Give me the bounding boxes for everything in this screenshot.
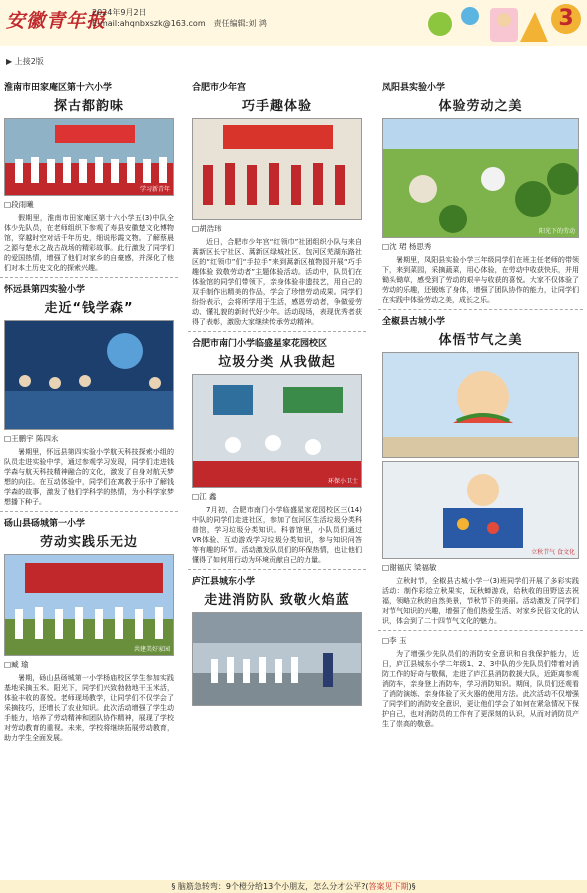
article-body: 为了增强少先队员们的消防安全意识和自我保护能力，近日，庐江县城东小学二年级1、2、3中队的少先队员们带着对消防工作的好奇与敬佩，走进了庐江县消防救援大队，近距离参观消防车，亲身登上消防车，学习消防知识。期间，队员们还观看了消防演练、亲身体验了灭火器的使用方法。此次活动不仅增强了同学们的消防安全意识，更让他们学会了如何在紧急情况下保护自己，也对消防员的工作有了更深刻的认识，从而对消防员产生了崇高的敬意。	[382, 650, 579, 728]
article-photo	[192, 374, 362, 488]
article-photo	[192, 118, 362, 220]
continued-note: ▶ 上接2版	[6, 57, 44, 66]
divider	[188, 331, 366, 332]
article-school: 全椒县古城小学	[382, 317, 446, 327]
continued-note-text: 上接2版	[14, 57, 44, 66]
header-illustration	[420, 2, 550, 46]
photo-caption: 立秋节气 食文化	[531, 549, 575, 556]
issue-date: 2024年9月2日	[92, 8, 147, 17]
article-author: □江 鑫	[192, 492, 217, 501]
article-body: 暑期，砀山县砀城第一小学杨庙校区学生参加实践基地采摘玉米。阳光下，同学们兴致勃勃地干玉米活，体验丰收的喜悦。老师现场教学，让同学们不仅学会了采摘技巧，还增长了农业知识。此次活动增强了学生动手能力，培养了劳动精神和团队协作精神，展现了学校对劳动教育的重视。未来，学校将继续拓展劳动教育，助力学生全面发展。	[4, 674, 174, 742]
left-column	[0, 80, 178, 743]
photo-caption: 共建美好家园	[133, 646, 170, 653]
article-photo	[4, 554, 174, 656]
article-school: 淮南市田家庵区第十六小学	[4, 83, 113, 93]
article-author: □沈 珺 杨思秀	[382, 242, 432, 251]
article-body: 7月初，合肥市南门小学临盛星家花园校区三(14)中队的同学们走进社区，参加了包河区生活垃圾分类科普馆，学习垃圾分类知识。科普馆里，小队员们通过VR体验、互动游戏学习垃圾分类知识，参与知识问答等有趣的环节。活动激发队员们的环保热情，也让他们懂得了如何用行动为环境贡献自己的力量。	[192, 506, 362, 564]
article-title: 走进消防队 致敬火焰蓝	[204, 593, 350, 608]
article-author: □谢福庆 梁福敏	[382, 563, 437, 572]
article-school: 砀山县砀城第一小学	[4, 519, 86, 529]
divider	[188, 569, 366, 570]
article-body: 暑期里，凤阳县实验小学三年级同学们在班主任老师的带领下，来到菜园，采摘蔬菜，用心体验，在劳动中收获快乐，并用锄头锄草，感受到了劳动的艰辛与收获的喜悦。大家不仅体验了劳动的乐趣，还锻炼了身体，增强了团队协作的能力，让同学们在实践中体验劳动之美，成长之乐。	[382, 256, 579, 304]
article-author: □王鹏宇 陈四永	[4, 434, 59, 443]
contact-email: E-mail:ahqnbxszk@163.com	[92, 19, 206, 28]
footer-answer: 答案见下期	[368, 882, 409, 891]
article-body: 假期里，淮南市田家庵区第十六小学五(3)中队全体少先队员，在老师组织下参观了寿县安徽楚文化博物馆，穿越时空对话千年历史，细说彤霞文物。了解蔡晨之源与楚水之战古战场的精彩故事。此行激发了同学们的爱国热情，增强了他们对家乡的自豪感，并深化了他们对本土历史文化的探索兴趣。	[4, 214, 174, 272]
article-author: □李 玉	[382, 636, 407, 645]
footer-text: § 脑筋急转弯：9个橙分给13个小朋友，怎么分才公平?(	[171, 882, 369, 891]
article-title: 垃圾分类 从我做起	[218, 355, 336, 370]
article-school: 合肥市少年宫	[192, 83, 247, 93]
header-info	[92, 7, 275, 29]
article-title: 巧手趣体验	[241, 99, 312, 114]
article-school: 怀远县第四实验小学	[4, 285, 86, 295]
article-school: 凤阳县实验小学	[382, 83, 446, 93]
photo-caption: 阳光下的劳动	[538, 228, 575, 235]
brain-teaser-footer	[0, 880, 587, 893]
article-title: 体悟节气之美	[438, 333, 523, 348]
article-photo	[382, 118, 579, 238]
article-title: 体验劳动之美	[438, 99, 523, 114]
article-body: 近日，合肥市少年宫“红领巾”社团组织小队与来自蒿新区长宁社区、蒿新区绿城社区、包河区芜湖东路社区的“红领巾”们“手拉手”来到蒿新区植物园开展“巧手趣体验 致敬劳动者”主题体验活动。活动中，队员们在体验馆的同学们带领下，亲身体验非遗技艺，用自己的双手制作出精美的作品，学会了珍惜劳动成果。同学们纷纷表示，会将所学用于生活，感恩劳动者，争做爱劳动、懂礼貌的新时代好少年。活动现场，表现优秀者获得了表彰，激励大家继续传承劳动精神。	[192, 238, 362, 326]
article-author: □胡浩玮	[192, 224, 222, 233]
article-photo	[4, 118, 174, 196]
article-photo	[4, 320, 174, 430]
article-photo	[192, 612, 362, 706]
masthead: 安徽青年报	[6, 10, 107, 32]
article-title: 走近“钱学森”	[44, 301, 134, 316]
article-school: 合肥市南门小学临盛星家花园校区	[192, 339, 328, 349]
divider	[0, 277, 178, 278]
article-school: 庐江县城东小学	[192, 577, 256, 587]
article-photo	[382, 461, 579, 559]
divider	[0, 511, 178, 512]
photo-caption: 环保小卫士	[327, 478, 358, 485]
divider	[378, 630, 583, 631]
middle-column	[188, 80, 366, 706]
article-body: 暑期里，怀远县第四实验小学航天科技探索小组的队员走进实验中学，通过参观学习发现，同学们走进钱学森与航天科技精神融合的文化，激发了自身对航天梦想的向往。在互动体验中，同学们在寓教于乐中了解钱学森的故事，激发了他们学科学的热情，为小科学家梦想播下种子。	[4, 448, 174, 506]
divider	[378, 309, 583, 310]
article-author: □段雨曦	[4, 200, 34, 209]
page-number: 3	[551, 4, 581, 34]
footer-end: )§	[408, 882, 416, 891]
right-column	[378, 80, 583, 729]
article-title: 劳动实践乐无边	[39, 535, 138, 550]
article-author: □臧 瑜	[4, 660, 29, 669]
editor-credit: 责任编辑:刘 鸿	[213, 19, 267, 28]
article-body: 立秋时节，全椒县古城小学一(3)班同学们开展了多彩实践活动：制作彩绘立秋果实，玩秋蝉游戏，给秋收的田野送去祝福，领略立秋的自然美景，节秋节下的美丽。活动激发了同学们对节气知识的兴趣，增强了他们热爱生活、对家乡民俗文化的认识，体会到了二十四节气文化的魅力。	[382, 577, 579, 625]
photo-caption: 学习新青年	[139, 186, 170, 193]
article-photo	[382, 352, 579, 458]
article-title: 探古都韵味	[53, 99, 124, 114]
page-header	[0, 0, 587, 46]
